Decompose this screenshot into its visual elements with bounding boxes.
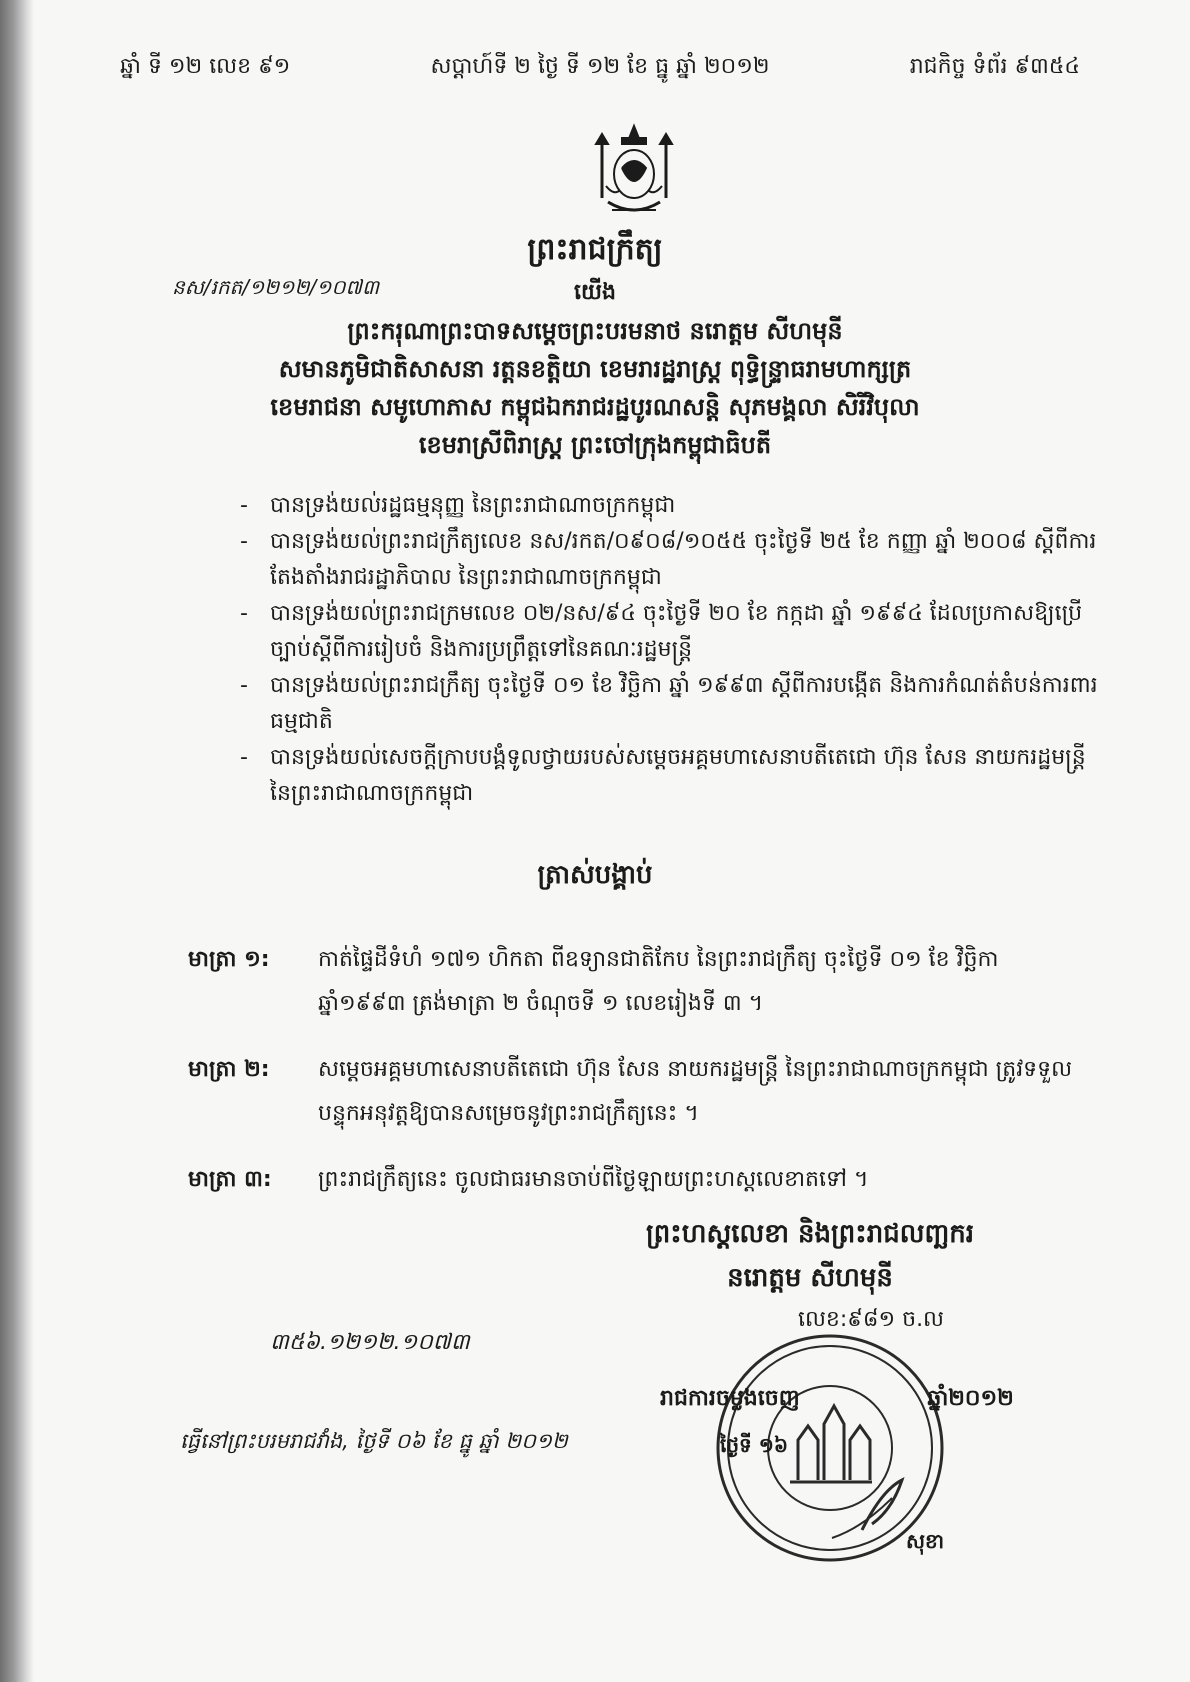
king-title-line: សមានភូមិជាតិសាសនា រត្តនខត្តិយា ខេមរារដ្ឋរាស្ត្រ ពុទ្ធិន្ទ្រាធរាមហាក្សត្រ bbox=[278, 355, 912, 383]
king-title-line: ខេមរាស្រីពិរាស្ត្រ ព្រះចៅក្រុងកម្ពុជាធិបតី bbox=[418, 431, 772, 459]
king-title-line: ខេមរាជនា សមូហោភាស កម្ពុជឯករាជរដ្ឋបូរណសន្តិ សុភមង្គលា សិរីវិបុលា bbox=[270, 393, 920, 421]
clause-text: បានទ្រង់យល់ព្រះរាជក្រឹត្យលេខ នស/រកត/០៩០៨/១០៥៥ ចុះថ្ងៃទី ២៥ ខែ កញ្ញា ឆ្នាំ ២០០៨ ស្តីពីការតែងតាំងរាជរដ្ឋាភិបាល នៃព្រះរាជាណាចក្រកម្ពុជា bbox=[270, 529, 1097, 590]
article-label: មាត្រា ៣: bbox=[188, 1167, 272, 1192]
clause-item: - បានទ្រង់យល់រដ្ឋធម្មនុញ្ញ នៃព្រះរាជាណាចក្រកម្ពុជា bbox=[240, 493, 676, 518]
clause-item: - បានទ្រង់យល់សេចក្តីក្រាបបង្គំទូលថ្វាយរបស់សម្តេចអគ្គមហាសេនាបតីតេជោ ហ៊ុន សែន នាយករដ្ឋមន្ត្រី នៃព្រះរាជាណាចក្រកម្ពុជា bbox=[240, 745, 1086, 806]
copy-year: ឆ្នាំ២០១២ bbox=[927, 1386, 1014, 1411]
clause-text: បានទ្រង់យល់ព្រះរាជក្រមលេខ ០២/នស/៩៤ ចុះថ្ងៃទី ២០ ខែ កក្កដា ឆ្នាំ ១៩៩៤ ដែលប្រកាសឱ្យប្រើច្បាប់ស្តីពីការរៀបចំ និងការប្រព្រឹត្តទៅនៃគណៈរដ្ឋមន្ត្រី bbox=[270, 601, 1083, 662]
article-text: កាត់ផ្ទៃដីទំហំ ១៧១ ហិកតា ពីឧទ្យានជាតិកែប នៃព្រះរាជក្រឹត្យ ចុះថ្ងៃទី ០១ ខែ វិច្ឆិកា ឆ្នាំ១៩៩៣ ត្រង់មាត្រា ២ ចំណុចទី ១ លេខរៀងទី ៣ ។ bbox=[318, 947, 999, 1016]
place-and-date: ធ្វើនៅព្រះបរមរាជវាំង, ថ្ងៃទី ០៦ ខែ ធ្នូ ឆ្នាំ ២០១២ bbox=[180, 1429, 568, 1453]
header-center: សប្តាហ៍ទី ២ ថ្ងៃ ទី ១២ ខែ ធ្នូ ឆ្នាំ ២០១២ bbox=[430, 54, 770, 79]
copy-date: ថ្ងៃទី ១៦ bbox=[720, 1433, 788, 1457]
royal-emblem-icon bbox=[582, 122, 686, 220]
clause-item: - បានទ្រង់យល់ព្រះរាជក្រឹត្យ ចុះថ្ងៃទី ០១ ខែ វិច្ឆិកា ឆ្នាំ ១៩៩៣ ស្តីពីការបង្កើត និងការកំណត់តំបន់ការពារធម្មជាតិ bbox=[240, 673, 1098, 734]
decree-heading: ត្រាស់បង្គាប់ bbox=[537, 860, 653, 890]
header-right: រាជកិច្ច ទំព័រ ៩៣៥៤ bbox=[909, 54, 1080, 79]
preamble-clauses bbox=[240, 488, 1100, 812]
clause-text: បានទ្រង់យល់សេចក្តីក្រាបបង្គំទូលថ្វាយរបស់សម្តេចអគ្គមហាសេនាបតីតេជោ ហ៊ុន សែន នាយករដ្ឋមន្ត្រី នៃព្រះរាជាណាចក្រកម្ពុជា bbox=[270, 745, 1086, 806]
seal-signature-name: សុខា bbox=[906, 1529, 945, 1553]
signature-block bbox=[560, 1212, 1060, 1300]
article-label: មាត្រា ១: bbox=[188, 947, 270, 972]
clause-item: - បានទ្រង់យល់ព្រះរាជក្រឹត្យលេខ នស/រកត/០៩០៨/១០៥៥ ចុះថ្ងៃទី ២៥ ខែ កញ្ញា ឆ្នាំ ២០០៨ ស្តីពីការតែងតាំងរាជរដ្ឋាភិបាល នៃព្រះរាជាណាចក្រកម្ពុជា bbox=[240, 529, 1097, 590]
stamp-reference: លេខ:៩៨១ ច.ល bbox=[798, 1307, 945, 1332]
clause-text: បានទ្រង់យល់រដ្ឋធម្មនុញ្ញ នៃព្រះរាជាណាចក្រកម្ពុជា bbox=[270, 493, 676, 518]
handwritten-number: ៣៥៦.១២១២.១០៧៣ bbox=[270, 1330, 470, 1355]
header-left: ឆ្នាំ ទី ១២ លេខ ៩១ bbox=[120, 54, 291, 79]
gazette-header bbox=[120, 52, 1080, 84]
document-title: ព្រះរាជក្រឹត្យ bbox=[527, 232, 663, 267]
copy-certification bbox=[660, 1384, 1014, 1416]
copy-line-text: រាជការចម្លងចេញ bbox=[660, 1386, 800, 1411]
articles bbox=[188, 938, 1088, 1224]
yeung-heading: យើង bbox=[574, 280, 616, 305]
article-text: ព្រះរាជក្រឹត្យនេះ ចូលជាធរមានចាប់ពីថ្ងៃឡាយព្រះហស្តលេខាតទៅ ។ bbox=[318, 1167, 869, 1192]
article-2 bbox=[188, 1048, 1088, 1136]
clause-text: បានទ្រង់យល់ព្រះរាជក្រឹត្យ ចុះថ្ងៃទី ០១ ខែ វិច្ឆិកា ឆ្នាំ ១៩៩៣ ស្តីពីការបង្កើត និងការកំណត់តំបន់ការពារធម្មជាតិ bbox=[270, 673, 1098, 734]
article-label: មាត្រា ២: bbox=[188, 1057, 270, 1082]
king-titles bbox=[0, 312, 1190, 464]
signature-line-2: នរោត្តម សីហមុនី bbox=[727, 1263, 893, 1293]
king-title-line: ព្រះករុណាព្រះបាទសម្តេចព្រះបរមនាថ នរោត្តម សីហមុនី bbox=[347, 317, 843, 345]
clause-item: - បានទ្រង់យល់ព្រះរាជក្រមលេខ ០២/នស/៩៤ ចុះថ្ងៃទី ២០ ខែ កក្កដា ឆ្នាំ ១៩៩៤ ដែលប្រកាសឱ្យប្រើច្បាប់ស្តីពីការរៀបចំ និងការប្រព្រឹត្តទៅនៃគណៈរដ្ឋមន្ត្រី bbox=[240, 601, 1083, 662]
article-1 bbox=[188, 938, 1088, 1026]
signature-line-1: ព្រះហស្តលេខា និងព្រះរាជលញ្ឆករ bbox=[646, 1219, 974, 1249]
reference-number: នស/រកត/១២១២/១០៧៣ bbox=[172, 275, 380, 299]
article-3 bbox=[188, 1158, 1088, 1202]
article-text: សម្តេចអគ្គមហាសេនាបតីតេជោ ហ៊ុន សែន នាយករដ្ឋមន្ត្រី នៃព្រះរាជាណាចក្រកម្ពុជា ត្រូវទទួលបន្ទុកអនុវត្តឱ្យបានសម្រេចនូវព្រះរាជក្រឹត្យនេះ ។ bbox=[318, 1057, 1073, 1126]
